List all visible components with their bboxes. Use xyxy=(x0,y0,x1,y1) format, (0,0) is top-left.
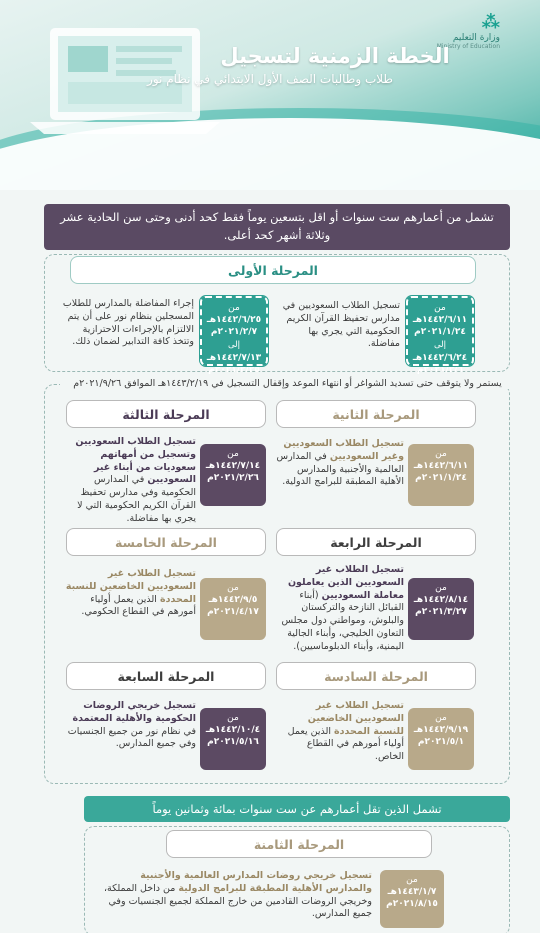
logo-text: وزارة التعليم xyxy=(452,33,500,43)
date-gregorian: ٢٠٢١/١/٢٤م xyxy=(414,327,466,338)
from-label: من xyxy=(434,303,446,313)
date-gregorian: ٢٠٢١/٢/٢٦م xyxy=(207,473,259,484)
stage6-title: المرحلة السادسة xyxy=(276,662,476,690)
stage6-highlight: تسجيل الطلاب غير السعوديين الخاضعين للنسبة المحددة xyxy=(307,700,404,737)
date-gregorian: ٢٠٢١/٥/١م xyxy=(417,737,465,748)
date-hijri: ١٤٤٢/٩/١٩هـ xyxy=(413,725,469,736)
date-hijri: ١٤٤٢/٦/٢٥هـ xyxy=(206,315,262,326)
header-banner xyxy=(0,0,540,190)
from-label: من xyxy=(227,713,239,723)
date-gregorian: ٢٠٢١/٢/٧م xyxy=(210,327,258,338)
stage2-date-card xyxy=(408,444,474,506)
date-gregorian: ٢٠٢١/٤/١٧م xyxy=(207,607,259,618)
stage1-title: المرحلة الأولى xyxy=(70,256,476,284)
date-hijri: ١٤٤٢/٨/١٤هـ xyxy=(413,595,469,606)
stage7-title: المرحلة السابعة xyxy=(66,662,266,690)
date-hijri: ١٤٤٢/٦/١١هـ xyxy=(412,315,468,326)
from-label: من xyxy=(227,449,239,459)
to-label: إلى xyxy=(227,340,241,351)
stage8-detail: من داخل المملكة، وخريجي الروضات القادمين من خارج المملكة لجميع الجنسيات وفي جميع المدارس. xyxy=(103,882,372,920)
stage5-detail: الذين يعمل أولياء أمورهم في القطاع الحكومي. xyxy=(81,593,196,618)
registration-continuation-note: يستمر ولا يتوقف حتى تسديد الشواغر أو انتهاء الموعد وإقفال التسجيل في ١٤٤٣/٢/١٩هـ الموافق ٢٠٢١/٩/٢٦م xyxy=(60,378,515,389)
stage3-description xyxy=(62,436,196,526)
stage4-title: المرحلة الرابعة xyxy=(276,528,476,556)
stage7-description xyxy=(62,700,196,751)
date-hijri: ١٤٤٢/٩/٥هـ xyxy=(208,595,258,606)
stage2-detail: في المدارس العالمية والأجنبية والمدارس الأهلية المطبقة للبرامج الدولية. xyxy=(276,450,404,488)
from-label: من xyxy=(435,583,447,593)
stage5-date-card xyxy=(200,578,266,640)
stage2-description xyxy=(276,438,404,489)
stage3-highlight: تسجيل الطلاب السعوديين وتسجيل من أمهاتهم سعوديات من أبناء غير السعوديين xyxy=(75,436,196,486)
stage5-title: المرحلة الخامسة xyxy=(66,528,266,556)
stage8-title: المرحلة الثامنة xyxy=(166,830,432,858)
stage4-description xyxy=(276,564,404,654)
date-hijri: ١٤٤٢/١٠/٤هـ xyxy=(205,725,261,736)
stage5-description xyxy=(62,568,196,619)
stage8-description xyxy=(100,870,372,921)
stage6-date-card xyxy=(408,708,474,770)
stage4-detail: (أبناء القبائل النازحة والتركستان والبلوش، ومواطني دول مجلس التعاون الخليجي، وأبناء الجالية اليمنية، وأبناء الدبلوماسيين). xyxy=(281,589,404,652)
from-label: من xyxy=(406,875,418,885)
stage1-description-right: تسجيل الطلاب السعوديين في مدارس تحفيظ القرآن الكريم الحكومية التي يجري بها مفاضلة. xyxy=(282,300,400,350)
date-hijri: ١٤٤٣/١/٧هـ xyxy=(387,887,437,898)
stage1-date-card-left xyxy=(200,296,268,376)
date-hijri: ١٤٤٢/٦/١١هـ xyxy=(413,461,469,472)
date-gregorian: ٢٠٢١/٥/١٦م xyxy=(207,737,259,748)
from-label: من xyxy=(227,583,239,593)
date-gregorian: ٢٠٢١/١/٢٤م xyxy=(415,473,467,484)
page-subtitle: طلاب وطالبات الصف الأول الابتدائي في نظام نور xyxy=(147,72,393,86)
date-hijri: ١٤٤٢/٧/١٣هـ xyxy=(206,352,262,363)
stage3-date-card xyxy=(200,444,266,506)
from-label: من xyxy=(435,449,447,459)
stage8-highlight: تسجيل خريجي روضات المدارس العالمية والأجنبية والمدارس الأهلية المطبقة للبرامج الدولية xyxy=(140,870,372,894)
stage4-highlight: تسجيل الطلاب غير السعوديين الذين يعاملون معاملة السعوديين xyxy=(287,564,404,601)
date-hijri: ١٤٤٢/٦/٢٤هـ xyxy=(412,352,468,363)
stage2-highlight: تسجيل الطلاب السعوديين وغير السعوديين xyxy=(283,438,404,462)
logo-subtext: Ministry of Education xyxy=(436,43,500,50)
stage7-date-card xyxy=(200,708,266,770)
age-criteria-banner-bottom: تشمل الذين تقل أعمارهم عن ست سنوات بمائة وثمانين يوماً xyxy=(84,796,510,822)
stage3-detail: في المدارس الحكومية وفي مدارس تحفيظ القرآن الكريم الحكومية التي لا يجري بها مفاضلة. xyxy=(77,474,196,524)
date-gregorian: ٢٠٢١/٨/١٥م xyxy=(386,899,438,910)
to-label: إلى xyxy=(433,340,447,351)
date-gregorian: ٢٠٢١/٢/٢٥م xyxy=(208,365,260,376)
age-criteria-banner: تشمل من أعمارهم ست سنوات أو اقل بتسعين يوماً فقط كحد أدنى وحتى سن الحادية عشر وثلاثة أشهر كحد أعلى. xyxy=(44,204,510,250)
stage7-detail: في نظام نور من جميع الجنسيات وفي جميع المدارس. xyxy=(67,725,196,750)
stage8-date-card xyxy=(380,870,444,928)
stage4-date-card xyxy=(408,578,474,640)
date-hijri: ١٤٤٢/٧/١٤هـ xyxy=(205,461,261,472)
stage2-title: المرحلة الثانية xyxy=(276,400,476,428)
stage1-description-left: إجراء المفاضلة بالمدارس للطلاب المسجلين بنظام نور على أن يتم الالتزام بالإجراءات الاحترازية وتتخذ كافة التدابير لضمان ذلك. xyxy=(62,298,194,348)
logo-mark-icon: ⁂ xyxy=(481,12,500,33)
stage6-detail: الذين يعمل أولياء أمورهم في القطاع الخاص. xyxy=(287,725,404,763)
page-title: الخطة الزمنية لتسجيل xyxy=(220,44,450,68)
stage3-title: المرحلة الثالثة xyxy=(66,400,266,428)
stage6-description xyxy=(276,700,404,764)
stage7-highlight: تسجيل خريجي الروضات الحكومية والأهلية المعتمدة xyxy=(72,700,196,724)
date-gregorian: ٢٠٢١/٣/٢٧م xyxy=(415,607,467,618)
from-label: من xyxy=(435,713,447,723)
stage5-highlight: تسجيل الطلاب غير السعوديين الخاضعين للنسبة المحددة xyxy=(65,568,196,605)
date-gregorian: ٢٠٢١/٢/٦م xyxy=(416,365,464,376)
from-label: من xyxy=(228,303,240,313)
stage1-date-card-right xyxy=(406,296,474,376)
